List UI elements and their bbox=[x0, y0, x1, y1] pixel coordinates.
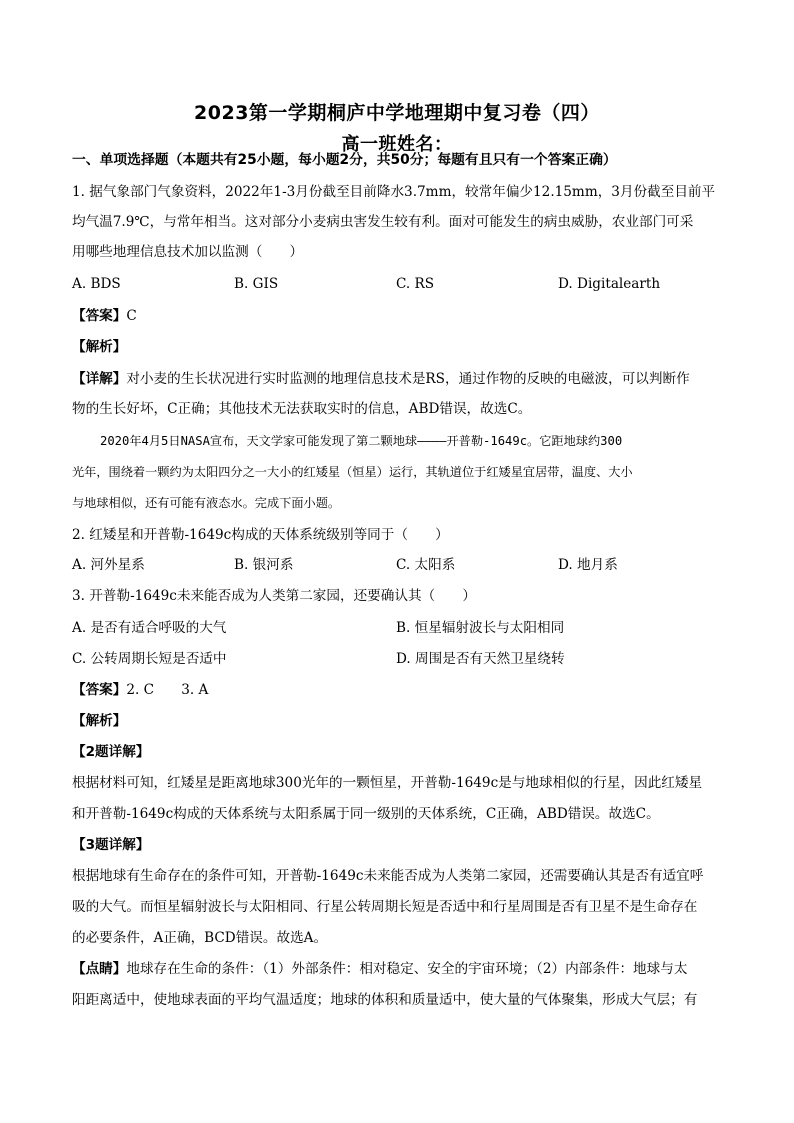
tip-text: 地球存在生命的条件：（1）外部条件：相对稳定、安全的宇宙环境；（2）内部条件：地球与太 bbox=[126, 961, 688, 977]
q3-option-a: A. 是否有适合呼吸的大气 bbox=[72, 620, 227, 636]
q3-detail-line-1: 根据地球有生命存在的条件可知，开普勒-1649c未来能否成为人类第二家园，还需要确认其是否有适宜呼 bbox=[72, 868, 704, 884]
q1-answer bbox=[72, 306, 722, 326]
q1-line-1: 1. 据气象部门气象资料，2022年1-3月份截至目前降水3.7mm，较常年偏少12.15mm，3月份截至目前平 bbox=[72, 184, 716, 200]
answer-label: 【答案】 bbox=[72, 682, 127, 698]
q2-option-b: B. 银河系 bbox=[234, 557, 294, 573]
tip-label: 【点睛】 bbox=[72, 961, 127, 977]
q3-detail-label: 【3题详解】 bbox=[72, 837, 150, 853]
detail-text: 对小麦的生长状况进行实时监测的地理信息技术是RS，通过作物的反映的电磁波，可以判断作 bbox=[126, 371, 690, 387]
passage-line-1: 2020年4月5日NASA宣布，天文学家可能发现了第二颗地球————开普勒-1649c。它距地球约300 bbox=[100, 434, 623, 448]
q2-detail-label: 【2题详解】 bbox=[72, 744, 150, 760]
answer-value: C bbox=[126, 308, 137, 324]
q3-option-b: B. 恒星辐射波长与太阳相同 bbox=[396, 620, 565, 636]
page-title: 2023第一学期桐庐中学地理期中复习卷（四） bbox=[194, 102, 600, 124]
q2-detail-line-1: 根据材料可知，红矮星是距离地球300光年的一颗恒星，开普勒-1649c是与地球相似的行星，因此红矮星 bbox=[72, 775, 703, 791]
passage-line-2: 光年，围绕着一颗约为太阳四分之一大小的红矮星（恒星）运行，其轨道位于红矮星宜居带，温度、大小 bbox=[72, 465, 633, 479]
q2-option-a: A. 河外星系 bbox=[72, 557, 145, 573]
q2-stem: 2. 红矮星和开普勒-1649c构成的天体系统级别等同于（ ） bbox=[72, 527, 449, 543]
passage-line-3: 与地球相似，还有可能有液态水。完成下面小题。 bbox=[72, 496, 341, 510]
q1-option-d: D. Digitalearth bbox=[558, 276, 661, 292]
q2-option-c: C. 太阳系 bbox=[396, 557, 456, 573]
q3-stem: 3. 开普勒-1649c未来能否成为人类第二家园，还要确认其（ ） bbox=[72, 588, 476, 604]
tip-line-1 bbox=[72, 959, 722, 979]
q1-detail-line-1 bbox=[72, 369, 722, 389]
q23-analysis-label: 【解析】 bbox=[72, 713, 127, 729]
q23-answer bbox=[72, 680, 722, 700]
answer-value: 2. C 3. A bbox=[126, 682, 209, 698]
q2-detail-line-2: 和开普勒-1649c构成的天体系统与太阳系属于同一级别的天体系统，C正确，ABD错误。故选C。 bbox=[72, 806, 660, 822]
q3-detail-line-3: 的必要条件，A正确，BCD错误。故选A。 bbox=[72, 930, 328, 946]
q1-line-2: 均气温7.9℃，与常年相当。这对部分小麦病虫害发生较有利。面对可能发生的病虫威胁，农业部门可采 bbox=[72, 214, 694, 230]
q3-option-c: C. 公转周期长短是否适中 bbox=[72, 651, 227, 667]
detail-label: 【详解】 bbox=[72, 371, 127, 387]
q1-option-c: C. RS bbox=[396, 276, 435, 292]
section-heading: 一、单项选择题（本题共有25小题，每小题2分，共50分；每题有且只有一个答案正确） bbox=[72, 152, 617, 168]
answer-label: 【答案】 bbox=[72, 308, 127, 324]
q1-option-a: A. BDS bbox=[72, 276, 121, 292]
q2-option-d: D. 地月系 bbox=[558, 557, 618, 573]
q1-analysis-label: 【解析】 bbox=[72, 339, 127, 355]
tip-line-2: 阳距离适中，使地球表面的平均气温适度；地球的体积和质量适中，使大量的气体聚集，形成大气层；有 bbox=[72, 992, 698, 1008]
page-subtitle: 高一班姓名： bbox=[341, 134, 453, 155]
q3-detail-line-2: 吸的大气。而恒星辐射波长与太阳相同、行星公转周期长短是否适中和行星周围是否有卫星不是生命存在 bbox=[72, 899, 698, 915]
q1-detail-line-2: 物的生长好坏，C正确；其他技术无法获取实时的信息，ABD错误，故选C。 bbox=[72, 401, 532, 417]
q1-line-3: 用哪些地理信息技术加以监测（ ） bbox=[72, 244, 304, 260]
q3-option-d: D. 周围是否有天然卫星绕转 bbox=[396, 651, 565, 667]
q1-option-b: B. GIS bbox=[234, 276, 279, 292]
